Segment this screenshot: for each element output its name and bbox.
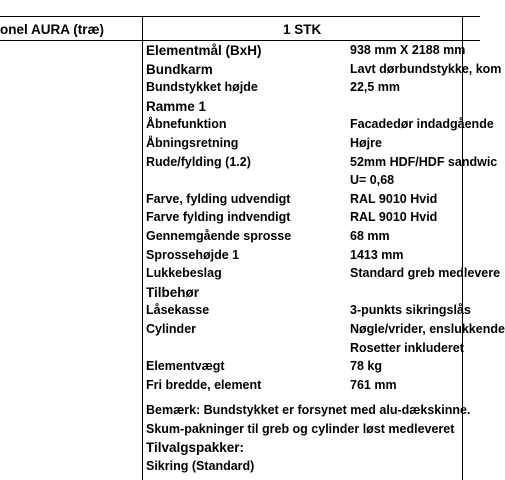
note-line: Tilvalgspakker: [146,440,245,455]
note-line: Skum-pakninger til greb og cylinder løst medleveret [146,421,455,436]
table-header [0,0,480,40]
row-label: Lukkebeslag [146,266,222,281]
row-value: Højre [350,136,382,150]
row-label: Cylinder [146,322,197,336]
quantity-label: 1 STK [283,22,322,37]
row-label: Sprossehøjde 1 [146,247,240,262]
row-value: 938 mm X 2188 mm [350,43,466,57]
row-value: Standard greb medlevere [350,266,501,281]
row-label: Bundkarm [146,61,213,77]
row-value: 761 mm [350,377,397,392]
row-value: Nøgle/vrider, enslukkende [350,322,505,336]
row-value: U= 0,68 [350,173,395,188]
row-value: Facadedør indadgående [350,117,494,132]
row-value: 3-punkts sikringslås [350,303,471,318]
row-value: 52mm HDF/HDF sandwic [350,154,498,169]
row-label: Ramme 1 [146,98,207,114]
row-label: Fri bredde, element [146,377,262,392]
row-value: 78 kg [350,359,382,374]
row-value: RAL 9010 Hvid [350,191,438,206]
row-label: Låsekasse [146,303,210,318]
row-value: Rosetter inkluderet [350,340,464,355]
row-label: Åbningsretning [146,136,239,150]
row-label: Gennemgående sprosse [146,229,292,243]
row-value: 68 mm [350,229,390,243]
row-label: Åbnefunktion [146,117,227,132]
note-line: Sikring (Standard) [146,458,255,473]
row-label: Elementvægt [146,359,225,374]
row-value: 1413 mm [350,247,404,262]
row-label: Rude/fylding (1.2) [146,154,251,169]
row-label: Farve, fylding udvendigt [146,191,291,206]
header-top-border [0,16,480,17]
row-value: 22,5 mm [350,80,401,95]
row-label: Elementmål (BxH) [146,43,262,58]
column-divider-left [142,16,143,480]
row-label: Bundstykket højde [146,80,258,95]
row-label: Tilbehør [146,284,200,300]
note-line: Bemærk: Bundstykket er forsynet med alu-dækskinne. [146,403,471,417]
product-name: onel AURA (træ) [0,22,104,37]
row-label: Farve fylding indvendigt [146,210,291,225]
row-value: Lavt dørbundstykke, kom [350,61,502,76]
row-value: RAL 9010 Hvid [350,210,438,225]
